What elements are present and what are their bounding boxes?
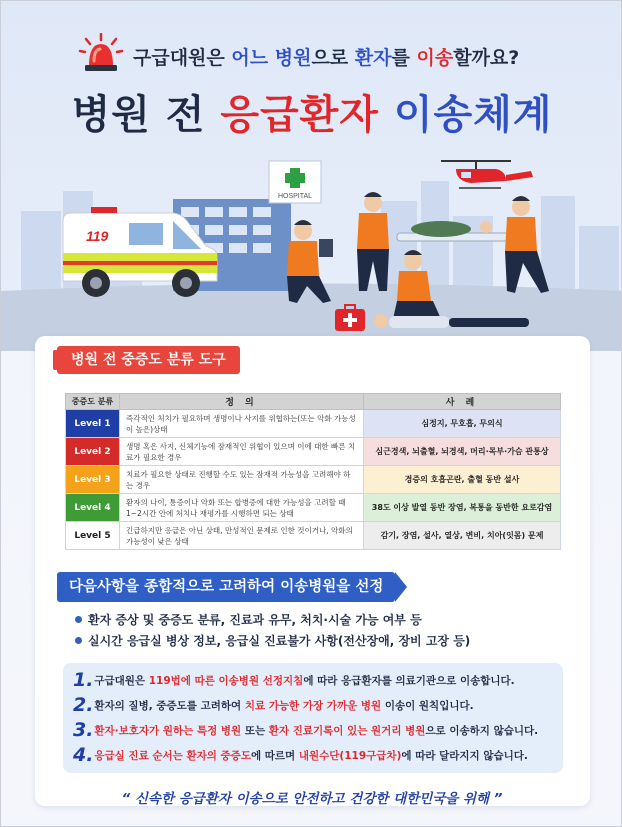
title-highlight: 응급환자 — [220, 92, 379, 138]
rule-text: 이송이 원칙입니다. — [381, 700, 474, 712]
title-part: 이송체계 — [378, 92, 553, 138]
rule-text: 구급대원은 — [94, 675, 149, 687]
list-item-text: 실시간 응급실 병상 정보, 응급실 진료불가 사항(전산장애, 장비 고장 등) — [88, 634, 471, 648]
list-item — [75, 631, 575, 652]
rule-emphasis: 치료 가능한 가장 가까운 병원 — [244, 700, 382, 712]
rule-text: 에 따르며 — [250, 750, 299, 762]
bullet-dot-icon — [75, 616, 82, 623]
rule-item — [73, 669, 557, 691]
subtitle-highlight: 어느 병원 — [231, 47, 312, 69]
level-badge: Level 4 — [66, 494, 120, 522]
level-badge: Level 5 — [66, 522, 120, 550]
rule-number: 4. — [73, 744, 94, 766]
subtitle-part: 할까요? — [453, 47, 520, 69]
table-row — [66, 494, 561, 522]
rule-emphasis: 환자·보호자가 원하는 특정 병원 — [94, 725, 242, 737]
column-header-examples: 사 례 — [364, 394, 561, 410]
subtitle-part: 은 — [206, 47, 232, 69]
level-badge: Level 1 — [66, 410, 120, 438]
transport-rules-box — [63, 663, 563, 773]
rule-item — [73, 719, 557, 741]
rule-text: 또는 — [241, 725, 269, 737]
triage-table — [65, 393, 561, 550]
rule-text: 에 따라 달라지지 않습니다. — [401, 750, 528, 762]
rule-emphasis: 환자 진료기록이 있는 원거리 병원 — [268, 725, 426, 737]
level-definition: 환자의 나이, 통증이나 악화 또는 합병증에 대한 가능성을 고려할 때 1~2시간 안에 처치나 재평가를 시행하면 되는 상태 — [120, 494, 364, 522]
subtitle-highlight: 환자 — [354, 47, 392, 69]
rule-text: 에 따라 응급환자를 의료기관으로 이송합니다. — [303, 675, 515, 687]
title-part: 병원 전 — [71, 92, 221, 138]
table-row — [66, 410, 561, 438]
subtitle-part: 를 — [391, 47, 417, 69]
rule-emphasis: 119법에 따른 이송병원 선정지침 — [148, 675, 304, 687]
table-row — [66, 438, 561, 466]
list-item — [75, 610, 575, 631]
level-badge: Level 3 — [66, 466, 120, 494]
siren-icon — [78, 33, 124, 73]
rule-text: 으로 이송하지 않습니다. — [425, 725, 539, 737]
level-examples: 심정지, 무호흡, 무의식 — [364, 410, 561, 438]
selection-banner: 다음사항을 종합적으로 고려하여 이송병원을 선정 — [57, 572, 395, 602]
column-header-level: 중증도 분류 — [66, 394, 120, 410]
level-definition: 긴급하지만 응급은 아닌 상태, 만성적인 문제로 인한 것이거나, 악화의 가능성이 낮은 상태 — [120, 522, 364, 550]
table-header-row — [66, 394, 561, 410]
level-examples: 경증의 호흡곤란, 출혈 동반 설사 — [364, 466, 561, 494]
list-item-text: 환자 증상 및 중증도 분류, 진료과 유무, 처치·시술 가능 여부 등 — [88, 613, 422, 627]
rule-text: 환자의 질병, 중증도를 고려하여 — [94, 700, 245, 712]
emergency-scene-illustration — [1, 141, 622, 351]
level-badge: Level 2 — [66, 438, 120, 466]
criteria-list — [75, 610, 575, 652]
hospital-sign-text: HOSPITAL — [277, 193, 313, 200]
rule-item — [73, 744, 557, 766]
rule-number: 1. — [73, 669, 94, 691]
page-title — [1, 83, 622, 140]
bullet-dot-icon — [75, 637, 82, 644]
level-examples: 감기, 장염, 설사, 열상, 변비, 치아(잇몸) 문제 — [364, 522, 561, 550]
subtitle — [133, 43, 573, 70]
rule-emphasis: 응급실 진료 순서는 환자의 중증도 — [94, 750, 251, 762]
subtitle-part: 구급대원 — [133, 47, 207, 69]
rule-number: 3. — [73, 719, 94, 741]
level-examples: 38도 이상 발열 동반 장염, 복통을 동반한 요로감염 — [364, 494, 561, 522]
triage-section-title: 병원 전 중증도 분류 도구 — [57, 346, 240, 374]
subtitle-part: 으로 — [311, 47, 355, 69]
rule-emphasis: 내원수단(119구급차) — [298, 750, 402, 762]
rule-item — [73, 694, 557, 716]
level-definition: 생명 혹은 사지, 신체기능에 잠재적인 위협이 있으며 이에 대한 빠른 치료가 필요한 경우 — [120, 438, 364, 466]
subtitle-highlight: 이송 — [416, 47, 454, 69]
level-definition: 치료가 필요한 상태로 진행할 수도 있는 잠재적 가능성을 고려해야 하는 경우 — [120, 466, 364, 494]
table-row — [66, 466, 561, 494]
level-examples: 심근경색, 뇌출혈, 뇌경색, 머리·목부·가슴 관통상 — [364, 438, 561, 466]
table-row — [66, 522, 561, 550]
column-header-definition: 정 의 — [120, 394, 364, 410]
closing-slogan: “ 신속한 응급환자 이송으로 안전하고 건강한 대한민국을 위해 ” — [121, 791, 503, 807]
level-definition: 즉각적인 처치가 필요하며 생명이나 사지를 위협하는(또는 악화 가능성이 높은)상태 — [120, 410, 364, 438]
helicopter-icon — [441, 161, 533, 188]
rule-number: 2. — [73, 694, 94, 716]
ambulance-label: 119 — [86, 228, 109, 244]
